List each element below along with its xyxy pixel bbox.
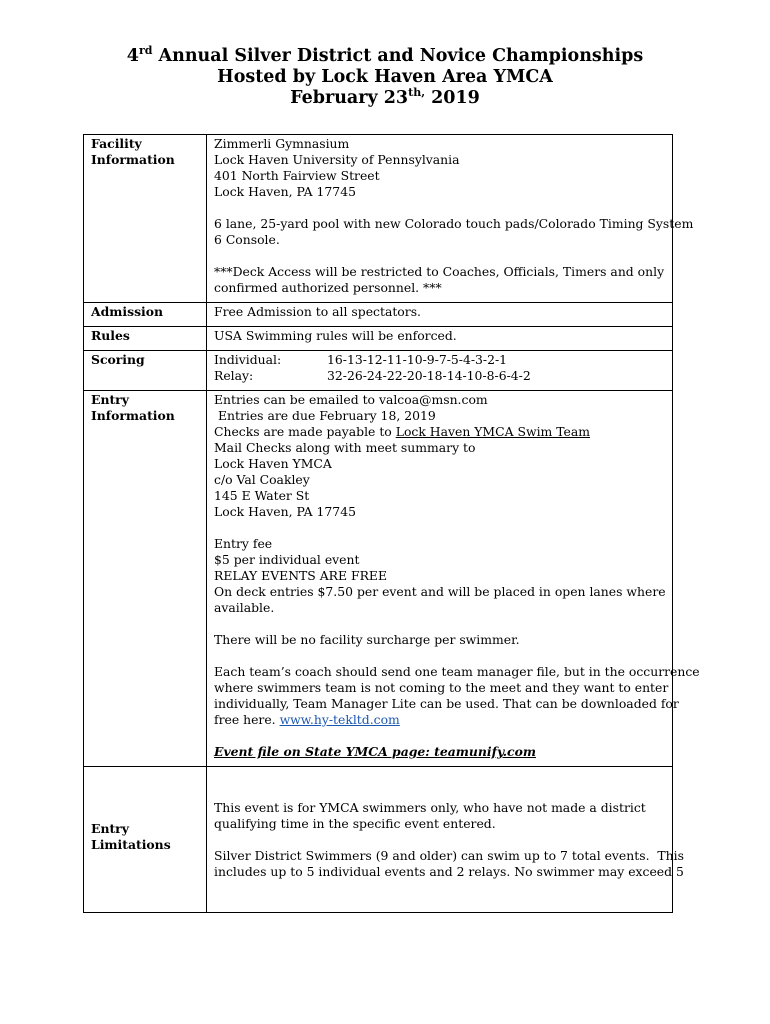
meet-info-table	[83, 134, 700, 913]
title-line-1	[0, 46, 770, 67]
title-line-3	[0, 88, 770, 109]
entry-submission: Entries can be emailed to valcoa@msn.com Entries are due February 18, 2019 Checks are made payable to Lock Haven YMCA Swim Team Mail Checks along with meet summary to Lock Haven YMCA c/o Val Coakley 145 E Water St Lock Haven, PA 17745	[214, 392, 590, 519]
scoring-row	[84, 351, 673, 391]
entry-fees: Entry fee $5 per individual event RELAY EVENTS ARE FREE On deck entries $7.50 per event and will be placed in open lanes where available.	[214, 536, 666, 615]
limitations-row	[84, 767, 673, 913]
event-file-note: Event file on State YMCA page: teamunify.com	[214, 744, 536, 759]
scoring-individual: Individual: 16-13-12-11-10-9-7-5-4-3-2-1	[214, 352, 508, 367]
entry-value	[207, 391, 700, 767]
title-date-year: 2019	[425, 88, 480, 108]
scoring-label: Scoring	[84, 351, 207, 391]
facility-label: Facility Information	[84, 135, 207, 303]
admission-label: Admission	[84, 303, 207, 327]
title-event-name: Annual Silver District and Novice Championships	[152, 46, 644, 66]
admission-row	[84, 303, 673, 327]
limitations-eligibility: This event is for YMCA swimmers only, who have not made a district qualifying time in the specific event entered.	[214, 800, 646, 831]
title-date-suffix: th,	[408, 86, 426, 100]
entry-row	[84, 391, 673, 767]
rules-row	[84, 327, 673, 351]
title-line-2: Hosted by Lock Haven Area YMCA	[217, 67, 553, 87]
scoring-relay: Relay: 32-26-24-22-20-18-14-10-8-6-4-2	[214, 368, 531, 383]
admission-value: Free Admission to all spectators.	[207, 303, 673, 327]
document-title	[0, 46, 770, 109]
entry-label: Entry Information	[84, 391, 207, 767]
title-ordinal: 4	[126, 46, 139, 66]
facility-row	[84, 135, 673, 303]
scoring-value	[207, 351, 673, 391]
facility-value	[207, 135, 694, 303]
limitations-value	[207, 767, 684, 913]
facility-pool: 6 lane, 25-yard pool with new Colorado touch pads/Colorado Timing System 6 Console.	[214, 216, 694, 247]
limitations-event-count: Silver District Swimmers (9 and older) can swim up to 7 total events. This includes up to 5 individual events and 2 relays. No swimmer may exceed 5	[214, 848, 684, 879]
facility-address: Zimmerli Gymnasium Lock Haven University of Pennsylvania 401 North Fairview Street Lock Haven, PA 17745	[214, 136, 460, 199]
check-payee: Lock Haven YMCA Swim Team	[395, 424, 590, 439]
rules-label: Rules	[84, 327, 207, 351]
hy-tek-link[interactable]: www.hy-tekltd.com	[279, 712, 400, 727]
rules-value: USA Swimming rules will be enforced.	[207, 327, 673, 351]
entry-surcharge: There will be no facility surcharge per swimmer.	[214, 632, 520, 647]
entry-team-manager: Each team’s coach should send one team manager file, but in the occurrence where swimmers team is not coming to the meet and they want to enter individually, Team Manager Lite can be used. That can be downloaded for free here. www.hy-tekltd.com	[214, 664, 700, 727]
title-ordinal-suffix: rd	[138, 44, 153, 58]
title-date-day: February 23	[290, 88, 409, 108]
facility-deck-access: ***Deck Access will be restricted to Coaches, Officials, Timers and only confirmed authorized personnel. ***	[214, 264, 665, 295]
limitations-label: Entry Limitations	[84, 767, 207, 913]
